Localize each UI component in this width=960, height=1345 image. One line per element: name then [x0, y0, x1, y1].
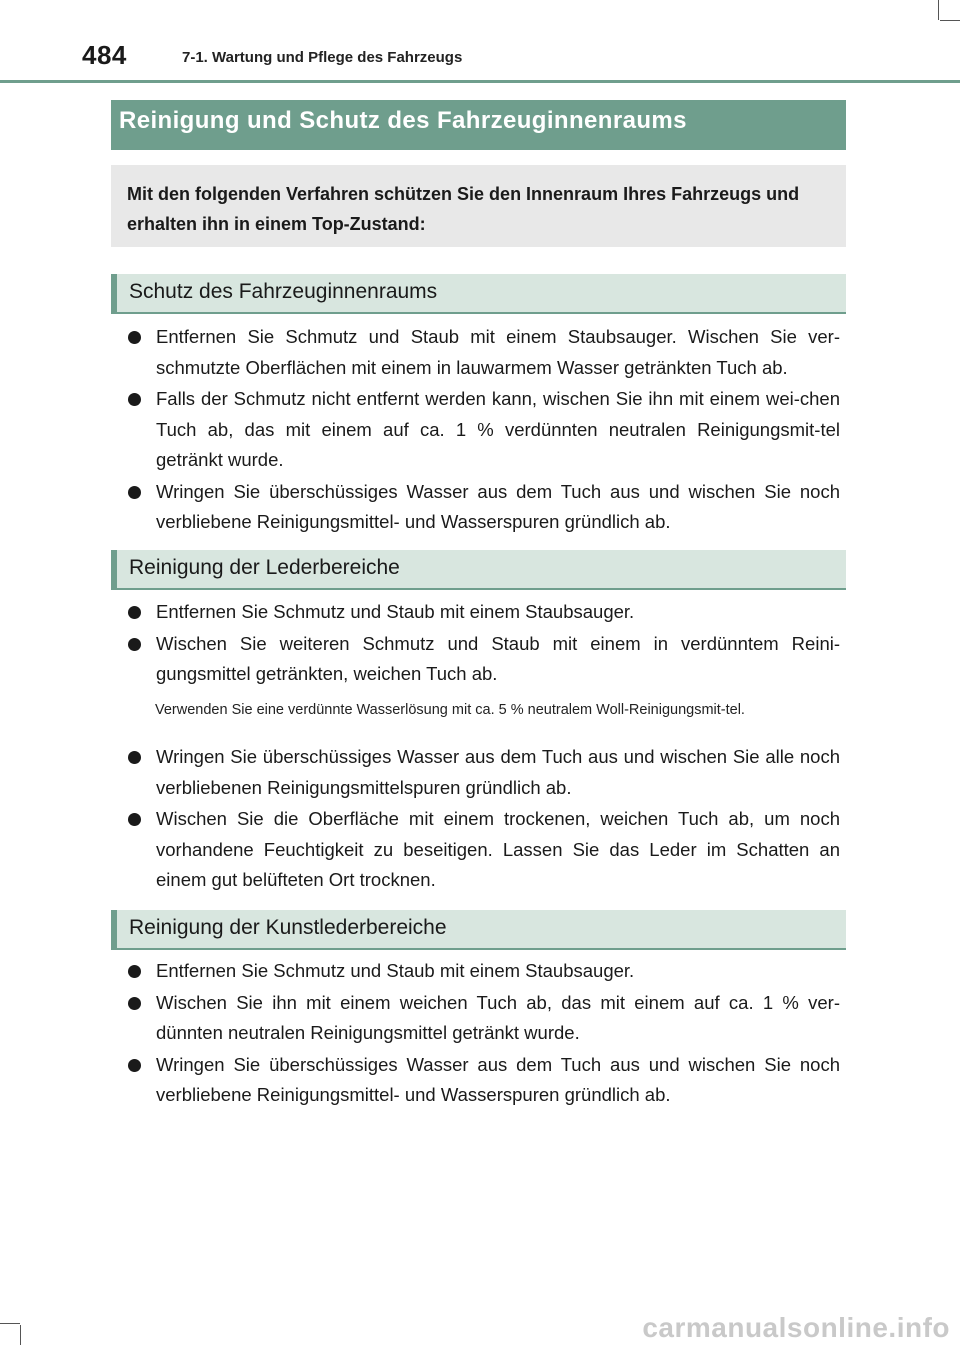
- crop-mark: [20, 1325, 21, 1345]
- bullet-icon: [128, 1059, 141, 1072]
- intro-box: Mit den folgenden Verfahren schützen Sie den Innenraum Ihres Fahrzeugs und erhalten ihn in einem Top-Zustand:: [111, 165, 846, 247]
- list-item: Entfernen Sie Schmutz und Staub mit einem Staubsauger. Wischen Sie ver-schmutzte Oberflächen mit einem in lauwarmem Wasser getränkten Tuch ab.: [124, 322, 840, 383]
- bullet-list-schutz: [124, 322, 840, 539]
- bullet-icon: [128, 997, 141, 1010]
- bullet-icon: [128, 606, 141, 619]
- bullet-icon: [128, 331, 141, 344]
- page-number: 484: [82, 40, 127, 70]
- list-item: Wringen Sie überschüssiges Wasser aus dem Tuch aus und wischen Sie alle noch verbliebenen Reinigungsmittelspuren gründlich ab.: [124, 742, 840, 803]
- list-item: Wischen Sie weiteren Schmutz und Staub mit einem in verdünntem Reini-gungsmittel getränkten, weichen Tuch ab.: [124, 629, 840, 690]
- bullet-icon: [128, 638, 141, 651]
- subhead-kunstleder: Reinigung der Kunstlederbereiche: [111, 910, 846, 950]
- bullet-list-kunstleder: [124, 956, 840, 1112]
- note-text: Verwenden Sie eine verdünnte Wasserlösung mit ca. 5 % neutralem Woll-Reinigungsmit-tel.: [155, 702, 745, 718]
- list-item: Wringen Sie überschüssiges Wasser aus dem Tuch aus und wischen Sie noch verbliebene Reinigungsmittel- und Wasserspuren gründlich ab.: [124, 1050, 840, 1111]
- bullet-icon: [128, 751, 141, 764]
- bullet-list-leder-a: [124, 597, 840, 691]
- header-rule: [0, 80, 960, 83]
- watermark: carmanualsonline.info: [642, 1312, 950, 1343]
- bullet-icon: [128, 486, 141, 499]
- subhead-leder: Reinigung der Lederbereiche: [111, 550, 846, 590]
- list-item: Falls der Schmutz nicht entfernt werden kann, wischen Sie ihn mit einem wei-chen Tuch ab, das mit einem auf ca. 1 % verdünnten neutralen Reinigungsmit-tel getränkt wurde.: [124, 384, 840, 476]
- section-label: 7-1. Wartung und Pflege des Fahrzeugs: [182, 49, 463, 66]
- list-item: Wringen Sie überschüssiges Wasser aus dem Tuch aus und wischen Sie noch verbliebene Reinigungsmittel- und Wasserspuren gründlich ab.: [124, 477, 840, 538]
- bullet-icon: [128, 813, 141, 826]
- bullet-list-leder-b: [124, 742, 840, 897]
- crop-mark: [940, 20, 960, 21]
- crop-mark: [0, 1323, 20, 1324]
- subhead-schutz: Schutz des Fahrzeuginnenraums: [111, 274, 846, 314]
- crop-mark: [938, 0, 939, 20]
- bullet-icon: [128, 393, 141, 406]
- list-item: Wischen Sie ihn mit einem weichen Tuch ab, das mit einem auf ca. 1 % ver-dünnten neutralen Reinigungsmittel getränkt wurde.: [124, 988, 840, 1049]
- bullet-icon: [128, 965, 141, 978]
- list-item: Wischen Sie die Oberfläche mit einem trockenen, weichen Tuch ab, um noch vorhandene Feuchtigkeit zu beseitigen. Lassen Sie das Leder im Schatten an einem gut belüfteten Ort trocknen.: [124, 804, 840, 896]
- list-item: Entfernen Sie Schmutz und Staub mit einem Staubsauger.: [124, 956, 840, 987]
- list-item: Entfernen Sie Schmutz und Staub mit einem Staubsauger.: [124, 597, 840, 628]
- main-title: Reinigung und Schutz des Fahrzeuginnenraums: [111, 100, 846, 150]
